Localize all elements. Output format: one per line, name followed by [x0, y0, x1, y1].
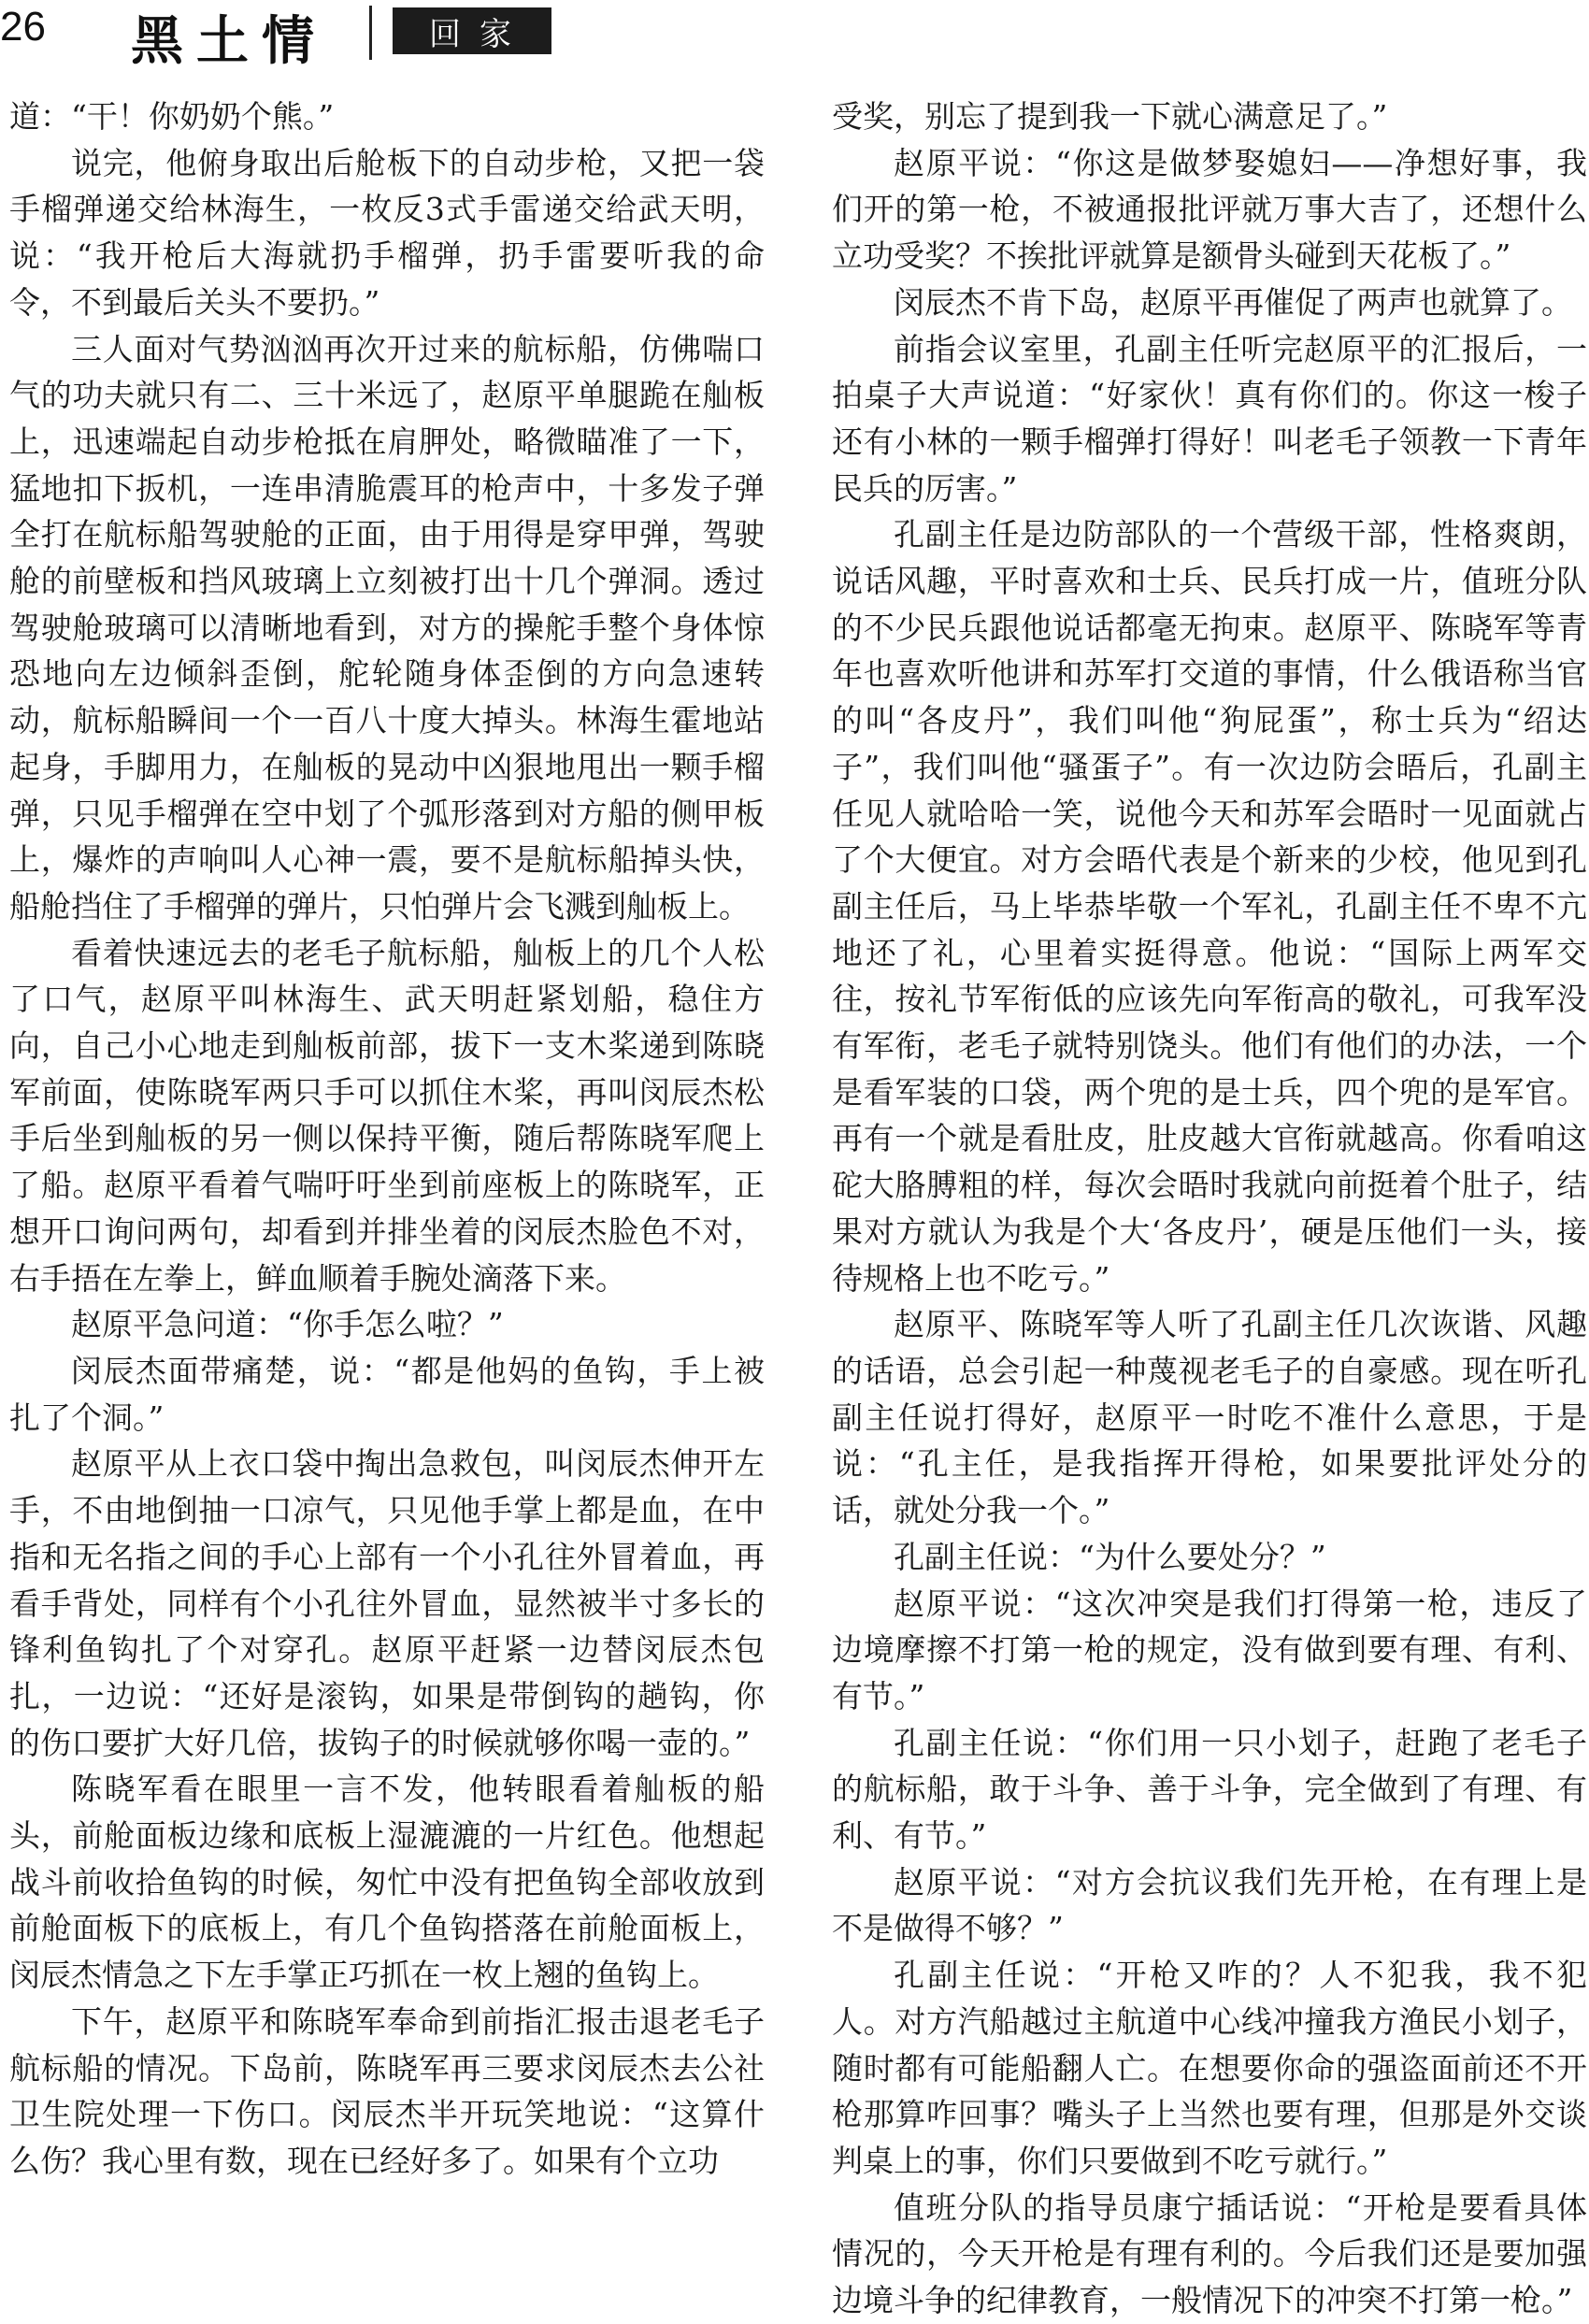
section-badge: 回家	[393, 7, 551, 54]
paragraph: 受奖，别忘了提到我一下就心满意足了。”	[832, 98, 1388, 135]
left-column	[9, 93, 765, 2272]
paragraph: 看着快速远去的老毛子航标船，舢板上的几个人松了口气，赵原平叫林海生、武天明赶紧划船，稳住方向，自己小心地走到舢板前部，拔下一支木桨递到陈晓军前面，使陈晓军两只手可以抓住木桨，再叫闵辰杰松手后坐到舢板的另一侧以保持平衡，随后帮陈晓军爬上了船。赵原平看着气喘吁吁坐到前座板上的陈晓军，正想开口询问两句，却看到并排坐着的闵辰杰脸色不对，右手捂在左拳上，鲜血顺着手腕处滴落下来。	[9, 934, 765, 1297]
paragraph: 闵辰杰面带痛楚，说：“都是他妈的鱼钩，手上被扎了个洞。”	[9, 1352, 765, 1436]
paragraph: 赵原平、陈晓军等人听了孔副主任几次诙谐、风趣的话语，总会引起一种蔑视老毛子的自豪感。现在听孔副主任说打得好，赵原平一时吃不准什么意思，于是说：“孔主任，是我指挥开得枪，如果要批评处分的话，就处分我一个。”	[832, 1306, 1587, 1529]
paragraph: 三人面对气势汹汹再次开过来的航标船，仿佛喘口气的功夫就只有二、三十米远了，赵原平单腿跪在舢板上，迅速端起自动步枪抵在肩胛处，略微瞄准了一下，猛地扣下扳机，一连串清脆震耳的枪声中，十多发子弹全打在航标船驾驶舱的正面，由于用得是穿甲弹，驾驶舱的前壁板和挡风玻璃上立刻被打出十几个弹洞。透过驾驶舱玻璃可以清晰地看到，对方的操舵手整个身体惊恐地向左边倾斜歪倒，舵轮随身体歪倒的方向急速转动，航标船瞬间一个一百八十度大掉头。林海生霍地站起身，手脚用力，在舢板的晃动中凶狠地甩出一颗手榴弹，只见手榴弹在空中划了个弧形落到对方船的侧甲板上，爆炸的声响叫人心神一震，要不是航标船掉头快，船舱挡住了手榴弹的弹片，只怕弹片会飞溅到舢板上。	[9, 330, 765, 925]
page-number: 26	[0, 4, 46, 50]
paragraph: 道：“干！你奶奶个熊。”	[9, 98, 335, 135]
paragraph: 赵原平说：“对方会抗议我们先开枪，在有理上是不是做得不够？”	[832, 1863, 1587, 1947]
paragraph: 说完，他俯身取出后舱板下的自动步枪，又把一袋手榴弹递交给林海生，一枚反3式手雷递交给武天明，说：“我开枪后大海就扔手榴弹，扔手雷要听我的命令，不到最后关头不要扔。”	[9, 144, 765, 321]
paragraph: 孔副主任说：“你们用一只小划子，赶跑了老毛子的航标船，敢于斗争、善于斗争，完全做到了有理、有利、有节。”	[832, 1724, 1587, 1855]
page-header	[0, 0, 1589, 82]
paragraph: 孔副主任说：“为什么要处分？”	[894, 1538, 1326, 1575]
paragraph: 赵原平急问道：“你手怎么啦？”	[71, 1306, 504, 1343]
header-divider	[369, 6, 372, 60]
right-column	[832, 93, 1587, 2319]
paragraph: 孔副主任是边防部队的一个营级干部，性格爽朗，说话风趣，平时喜欢和士兵、民兵打成一片，值班分队的不少民兵跟他说话都毫无拘束。赵原平、陈晓军等青年也喜欢听他讲和苏军打交道的事情，什么俄语称当官的叫“各皮丹”，我们叫他“狗屁蛋”，称士兵为“绍达子”，我们叫他“骚蛋子”。有一次边防会晤后，孔副主任见人就哈哈一笑，说他今天和苏军会晤时一见面就占了个大便宜。对方会晤代表是个新来的少校，他见到孔副主任后，马上毕恭毕敬一个军礼，孔副主任不卑不亢地还了礼，心里着实挺得意。他说：“国际上两军交往，按礼节军衔低的应该先向军衔高的敬礼，可我军没有军衔，老毛子就特别饶头。他们有他们的办法，一个是看军装的口袋，两个兜的是士兵，四个兜的是军官。再有一个就是看肚皮，肚皮越大官衔就越高。你看咱这砣大胳膊粗的样，每次会晤时我就向前挺着个肚子，结果对方就认为我是个大‘各皮丹’，硬是压他们一头，接待规格上也不吃亏。”	[832, 516, 1587, 1297]
paragraph: 值班分队的指导员康宁插话说：“开枪是要看具体情况的，今天开枪是有理有利的。今后我们还是要加强边境斗争的纪律教育，一般情况下的冲突不打第一枪。”	[832, 2188, 1587, 2319]
paragraph: 赵原平说：“这次冲突是我们打得第一枪，违反了边境摩擦不打第一枪的规定，没有做到要有理、有利、有节。”	[832, 1585, 1587, 1714]
paragraph: 下午，赵原平和陈晓军奉命到前指汇报击退老毛子航标船的情况。下岛前，陈晓军再三要求闵辰杰去公社卫生院处理一下伤口。闵辰杰半开玩笑地说：“这算什么伤？我心里有数，现在已经好多了。如果有个立功	[9, 2002, 765, 2179]
paragraph: 孔副主任说：“开枪又咋的？人不犯我，我不犯人。对方汽船越过主航道中心线冲撞我方渔民小划子，随时都有可能船翻人亡。在想要你命的强盗面前还不开枪那算咋回事？嘴头子上当然也要有理，但那是外交谈判桌上的事，你们只要做到不吃亏就行。”	[832, 1957, 1587, 2179]
paragraph: 赵原平说：“你这是做梦娶媳妇——净想好事，我们开的第一枪，不被通报批评就万事大吉了，还想什么立功受奖？不挨批评就算是额骨头碰到天花板了。”	[832, 144, 1587, 275]
paragraph: 闵辰杰不肯下岛，赵原平再催促了两声也就算了。	[894, 283, 1572, 321]
magazine-title: 黑土情	[131, 10, 327, 72]
paragraph: 赵原平从上衣口袋中掏出急救包，叫闵辰杰伸开左手，不由地倒抽一口凉气，只见他手掌上都是血，在中指和无名指之间的手心上部有一个小孔往外冒着血，再看手背处，同样有个小孔往外冒血，显然被半寸多长的锋利鱼钩扎了个对穿孔。赵原平赶紧一边替闵辰杰包扎，一边说：“还好是滚钩，如果是带倒钩的趟钩，你的伤口要扩大好几倍，拔钩子的时候就够你喝一壶的。”	[9, 1445, 765, 1761]
paragraph: 陈晓军看在眼里一言不发，他转眼看着舢板的船头，前舱面板边缘和底板上湿漉漉的一片红色。他想起战斗前收拾鱼钩的时候，匆忙中没有把鱼钩全部收放到前舱面板下的底板上，有几个鱼钩搭落在前舱面板上，闵辰杰情急之下左手掌正巧抓在一枚上翘的鱼钩上。	[9, 1771, 765, 1994]
paragraph: 前指会议室里，孔副主任听完赵原平的汇报后，一拍桌子大声说道：“好家伙！真有你们的。你这一梭子还有小林的一颗手榴弹打得好！叫老毛子领教一下青年民兵的厉害。”	[832, 330, 1587, 507]
